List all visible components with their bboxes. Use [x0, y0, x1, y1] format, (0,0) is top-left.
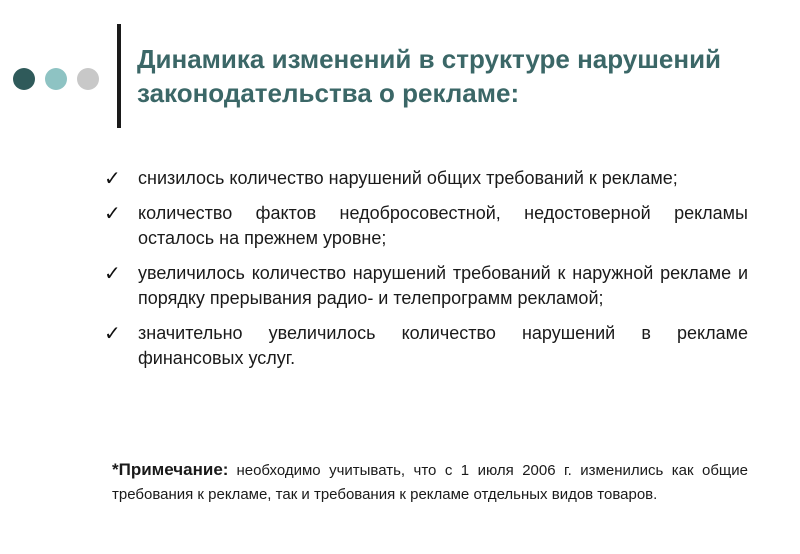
bullet-item: [100, 201, 748, 251]
footnote: [112, 458, 748, 507]
footnote-label: *Примечание:: [112, 460, 229, 479]
check-mark-icon: ✓: [104, 261, 121, 285]
bullet-text: снизилось количество нарушений общих требований к рекламе;: [138, 168, 678, 188]
bullet-list: [100, 166, 748, 381]
decorative-dots: [13, 68, 99, 90]
check-mark-icon: ✓: [104, 321, 121, 345]
bullet-text: значительно увеличилось количество нарушений в рекламе финансовых услуг.: [138, 323, 748, 368]
bullet-text: увеличилось количество нарушений требований к наружной рекламе и порядку прерывания радио- и телепрограмм рекламой;: [138, 263, 748, 308]
check-mark-icon: ✓: [104, 201, 121, 225]
gray-dot: [77, 68, 99, 90]
bullet-item: [100, 321, 748, 371]
light-teal-dot: [45, 68, 67, 90]
bullet-text: количество фактов недобросовестной, недостоверной рекламы осталось на прежнем уровне;: [138, 203, 748, 248]
title-divider: [117, 24, 121, 128]
check-mark-icon: ✓: [104, 166, 121, 190]
dark-teal-dot: [13, 68, 35, 90]
bullet-item: [100, 166, 748, 191]
bullet-item: [100, 261, 748, 311]
footnote-text: необходимо учитывать, что с 1 июля 2006 г. изменились как общие требования к рекламе, так и требования к рекламе отдельных видов товаров.: [112, 462, 748, 503]
slide-title: Динамика изменений в структуре нарушений законодательства о рекламе:: [137, 44, 722, 108]
